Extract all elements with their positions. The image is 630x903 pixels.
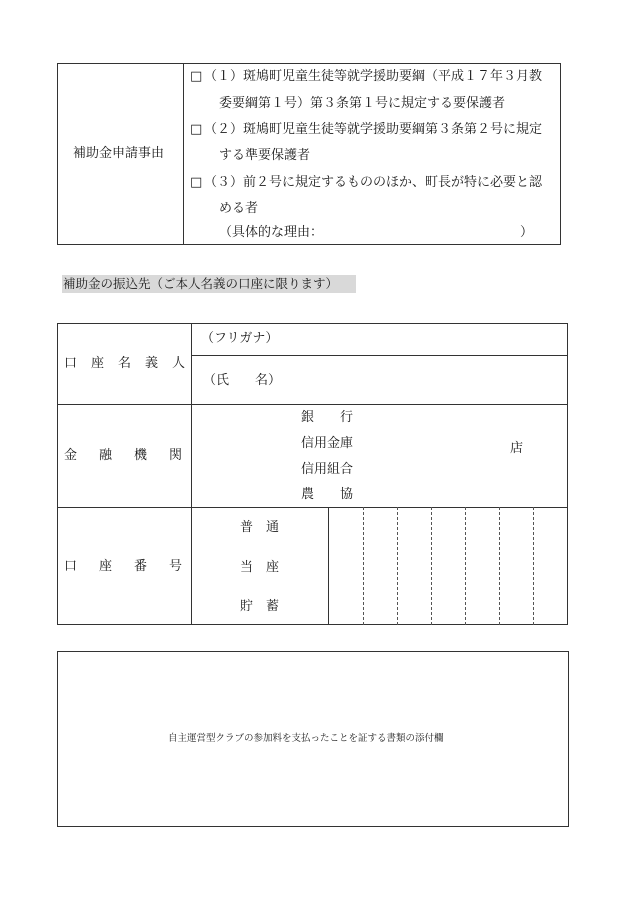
- account-type-savings[interactable]: 貯 蓄: [240, 599, 280, 614]
- reason-2-line2: する準要保護者: [219, 148, 311, 163]
- account-digit-5[interactable]: [466, 508, 499, 624]
- account-number-label: 口座番号: [64, 559, 205, 574]
- attachment-box-text: 自主運営型クラブの参加料を支払ったことを証する書類の添付欄: [168, 733, 444, 744]
- reason-2-checkbox[interactable]: □: [190, 122, 203, 137]
- institution-label: [64, 448, 204, 464]
- specific-reason-close: ）: [520, 225, 534, 240]
- furigana-field[interactable]: [280, 327, 560, 351]
- reason-3-checkbox[interactable]: □: [190, 175, 203, 190]
- specific-reason-field[interactable]: [320, 223, 515, 241]
- reason-3-line2: める者: [219, 201, 259, 216]
- name-field[interactable]: [280, 362, 560, 398]
- institution-type-bank[interactable]: 銀 行: [301, 410, 354, 425]
- reason-table-divider: [183, 63, 184, 245]
- institution-type-nokyo[interactable]: 農 協: [301, 487, 354, 502]
- transfer-heading: 補助金の振込先（ご本人名義の口座に限ります）: [63, 276, 339, 291]
- name-label: （氏 名）: [203, 373, 282, 388]
- branch-label: 店: [510, 441, 524, 456]
- institution-type-shinkin[interactable]: 信用金庫: [301, 436, 354, 451]
- account-type-ordinary[interactable]: 普 通: [240, 520, 280, 535]
- account-digit-2[interactable]: [364, 508, 397, 624]
- holder-label: 口座名義人: [64, 356, 200, 371]
- reason-3-line1: （３）前２号に規定するもののほか、町長が特に必要と認: [204, 175, 543, 190]
- row-divider-furigana: [191, 355, 568, 356]
- reason-2-line1: （２）斑鳩町児童生徒等就学援助要綱第３条第２号に規定: [204, 122, 543, 137]
- reason-1-line1: （１）斑鳩町児童生徒等就学援助要綱（平成１７年３月教: [204, 69, 543, 84]
- row-divider-holder: [57, 404, 568, 405]
- account-digit-4[interactable]: [432, 508, 465, 624]
- account-digit-7[interactable]: [534, 508, 567, 624]
- institution-type-shinkumi[interactable]: 信用組合: [301, 462, 354, 477]
- account-digit-3[interactable]: [398, 508, 431, 624]
- reason-1-checkbox[interactable]: □: [190, 69, 203, 84]
- institution-label-text: 金融機関: [64, 448, 205, 463]
- specific-reason-label: （具体的な理由：: [219, 225, 324, 240]
- account-digit-6[interactable]: [500, 508, 533, 624]
- reason-label: 補助金申請事由: [73, 146, 165, 161]
- furigana-label: （フリガナ）: [201, 331, 279, 346]
- reason-1-line2: 委要綱第１号）第３条第１号に規定する要保護者: [219, 96, 506, 111]
- account-type-current[interactable]: 当 座: [240, 560, 280, 575]
- account-digit-1[interactable]: [329, 508, 362, 624]
